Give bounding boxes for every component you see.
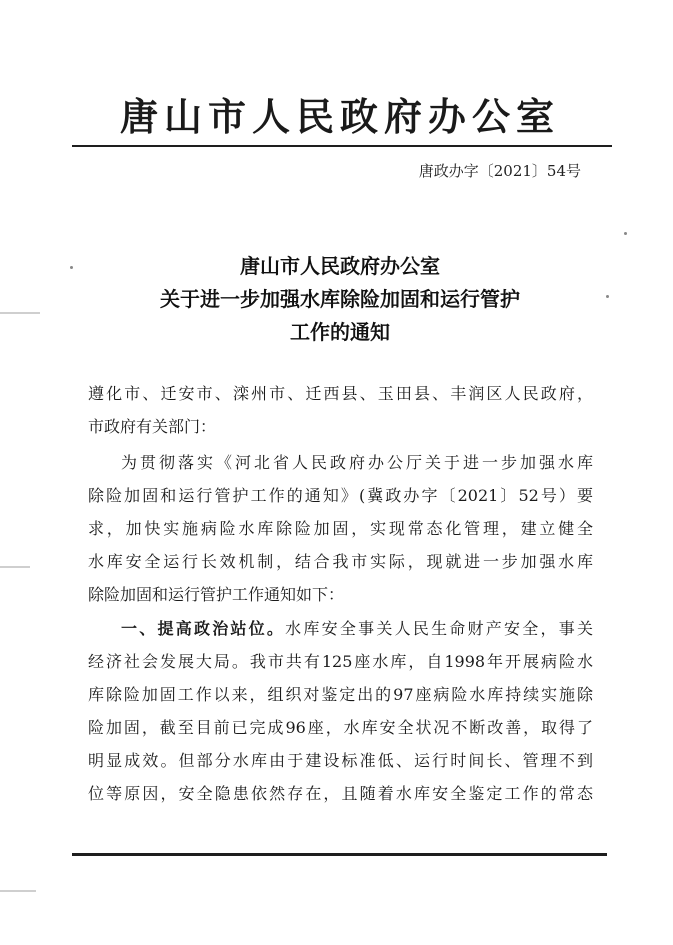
section1-first-line-text: 水库安全事关人民生命财产安全，事关 (285, 619, 593, 638)
section1-line-4: 险加固，截至目前已完成96座，水库安全状况不断改善，取得了 (88, 718, 593, 737)
header-rule (72, 145, 612, 147)
section1-line-5: 明显成效。但部分水库由于建设标准低、运行时间长、管理不到 (88, 751, 593, 770)
notice-title-line-1: 唐山市人民政府办公室 (240, 254, 440, 278)
scan-streak (0, 890, 36, 892)
paragraph1-line-5: 除险加固和运行管护工作通知如下： (88, 585, 345, 604)
addressee-line-1: 遵化市、迁安市、滦州市、迁西县、玉田县、丰润区人民政府， (88, 384, 593, 403)
paragraph1-line-4: 水库安全运行长效机制，结合我市实际，现就进一步加强水库 (88, 552, 593, 571)
section1-line-2: 经济社会发展大局。我市共有125座水库，自1998年开展病险水 (88, 652, 593, 671)
paragraph1-line-1: 为贯彻落实《河北省人民政府办公厅关于进一步加强水库 (121, 453, 593, 472)
paragraph1-line-2: 除险加固和运行管护工作的通知》(冀政办字〔2021〕52号）要 (88, 486, 593, 505)
document-number: 唐政办字〔2021〕54号 (418, 162, 581, 180)
scan-speck (624, 232, 627, 235)
section1-line-6: 位等原因，安全隐患依然存在，且随着水库安全鉴定工作的常态 (88, 784, 593, 803)
footer-rule (72, 853, 607, 856)
section1-line-3: 库除险加固工作以来，组织对鉴定出的97座病险水库持续实施除 (88, 685, 593, 704)
section1-heading: 一、提高政治站位。 (121, 619, 286, 638)
addressee-line-2: 市政府有关部门： (88, 417, 217, 436)
issuing-organization: 唐山市人民政府办公室 (119, 94, 560, 139)
section1-line-1 (121, 617, 593, 641)
scan-streak (0, 312, 40, 314)
notice-title-line-2: 关于进一步加强水库除险加固和运行管护 (160, 287, 520, 311)
paragraph1-line-3: 求，加快实施病险水库除险加固，实现常态化管理，建立健全 (88, 519, 593, 538)
scan-streak (0, 566, 30, 568)
notice-title-line-3: 工作的通知 (290, 320, 390, 344)
